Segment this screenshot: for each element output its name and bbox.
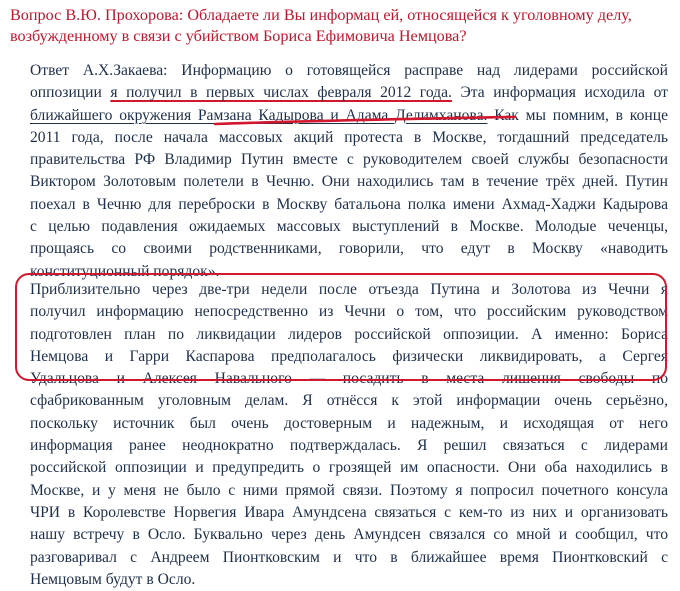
question-heading: Вопрос В.Ю. Прохорова: Обладаете ли Вы информац ей, относящейся к уголовному делу, возбужденному в связи с убийством Бориса Ефимовича Немцова? <box>10 6 632 45</box>
paragraph-line: Удальцова и Алексея Навального — посадить в места лишения свободы по <box>30 370 668 388</box>
paragraph-line: правительства РФ Владимир Путин вместе с руководителем своей службы безопасности <box>30 151 668 169</box>
underlined-source: ближайшего окружения Рамзана Кадырова и Адама Делимханова. <box>30 106 488 124</box>
paragraph-line: 2011 года, после начала массовых акций протеста в Москве, тогдашний председатель <box>30 128 668 146</box>
paragraph-line: с целью подавления ожидаемых массовых выступлений в Москве. Молодые чеченцы, <box>30 218 668 236</box>
line-segment: Как мы помним, в конце <box>487 106 668 124</box>
paragraph-line: подготовлен план по ликвидации лидеров российской оппозиции. А именно: Бориса <box>30 325 668 343</box>
paragraph-line: прощаясь со своими родственниками, говорили, что едут в Москву «наводить <box>30 240 668 258</box>
line-segment: оппозиции <box>30 84 111 102</box>
paragraph-line: Немцовым будут в Осло. <box>30 570 196 588</box>
paragraph-line: Ответ А.Х.Закаева: Информацию о готовящейся расправе над лидерами российской <box>30 62 668 79</box>
paragraph-line <box>30 105 668 127</box>
answer-paragraph-2 <box>30 279 668 591</box>
paragraph-line: конституционный порядок». <box>30 262 220 280</box>
paragraph-line: Немцова и Гарри Каспарова предполагалось физически ликвидировать, а Сергея <box>30 347 668 365</box>
paragraph-line: информация ранее неоднократно подтверждалась. Я решил связаться с лидерами <box>30 437 668 455</box>
paragraph-line: нашу встречу в Осло. Буквально через день Амундсен связался со мной и сообщил, что <box>30 526 668 544</box>
paragraph-line: Приблизительно через две-три недели после отъезда Путина и Золотова из Чечни я <box>30 281 668 298</box>
paragraph-line: поехал в Чечню для переброски в Москву батальона полка имени Ахмад-Хаджи Кадырова <box>30 195 668 213</box>
paragraph-line: поскольку источник был очень достоверным и надежным, и исходящая от него <box>30 414 668 432</box>
answer-paragraph-1 <box>30 60 668 283</box>
paragraph-line: получил информацию непосредственно из Чечни о том, что российским руководством <box>30 303 668 321</box>
paragraph-line: Москве, и у меня не было с ними прямой связи. Поэтому я попросил почетного консула <box>30 481 668 499</box>
paragraph-line: российской оппозиции и предупредить о грозящей им опасности. Они оба находились в <box>30 459 668 477</box>
handwritten-underline-date: я получил в первых числах февраля 2012 года. <box>110 84 452 102</box>
paragraph-line: разговаривал с Андреем Пионтковским и что в ближайшее время Пионтковский с <box>30 548 668 566</box>
paragraph-line <box>30 82 668 104</box>
paragraph-line: ЧРИ в Королевстве Норвегия Ивара Амундсена связаться с кем-то из них и организовать <box>30 503 668 521</box>
line-segment: Эта информация исходила от <box>451 84 668 102</box>
paragraph-line: сфабрикованным уголовным делам. Я отнёсся к этой информации очень серьёзно, <box>30 392 668 410</box>
paragraph-line: Виктором Золотовым полетели в Чечню. Они находились там в течение трёх дней. Путин <box>30 173 668 191</box>
